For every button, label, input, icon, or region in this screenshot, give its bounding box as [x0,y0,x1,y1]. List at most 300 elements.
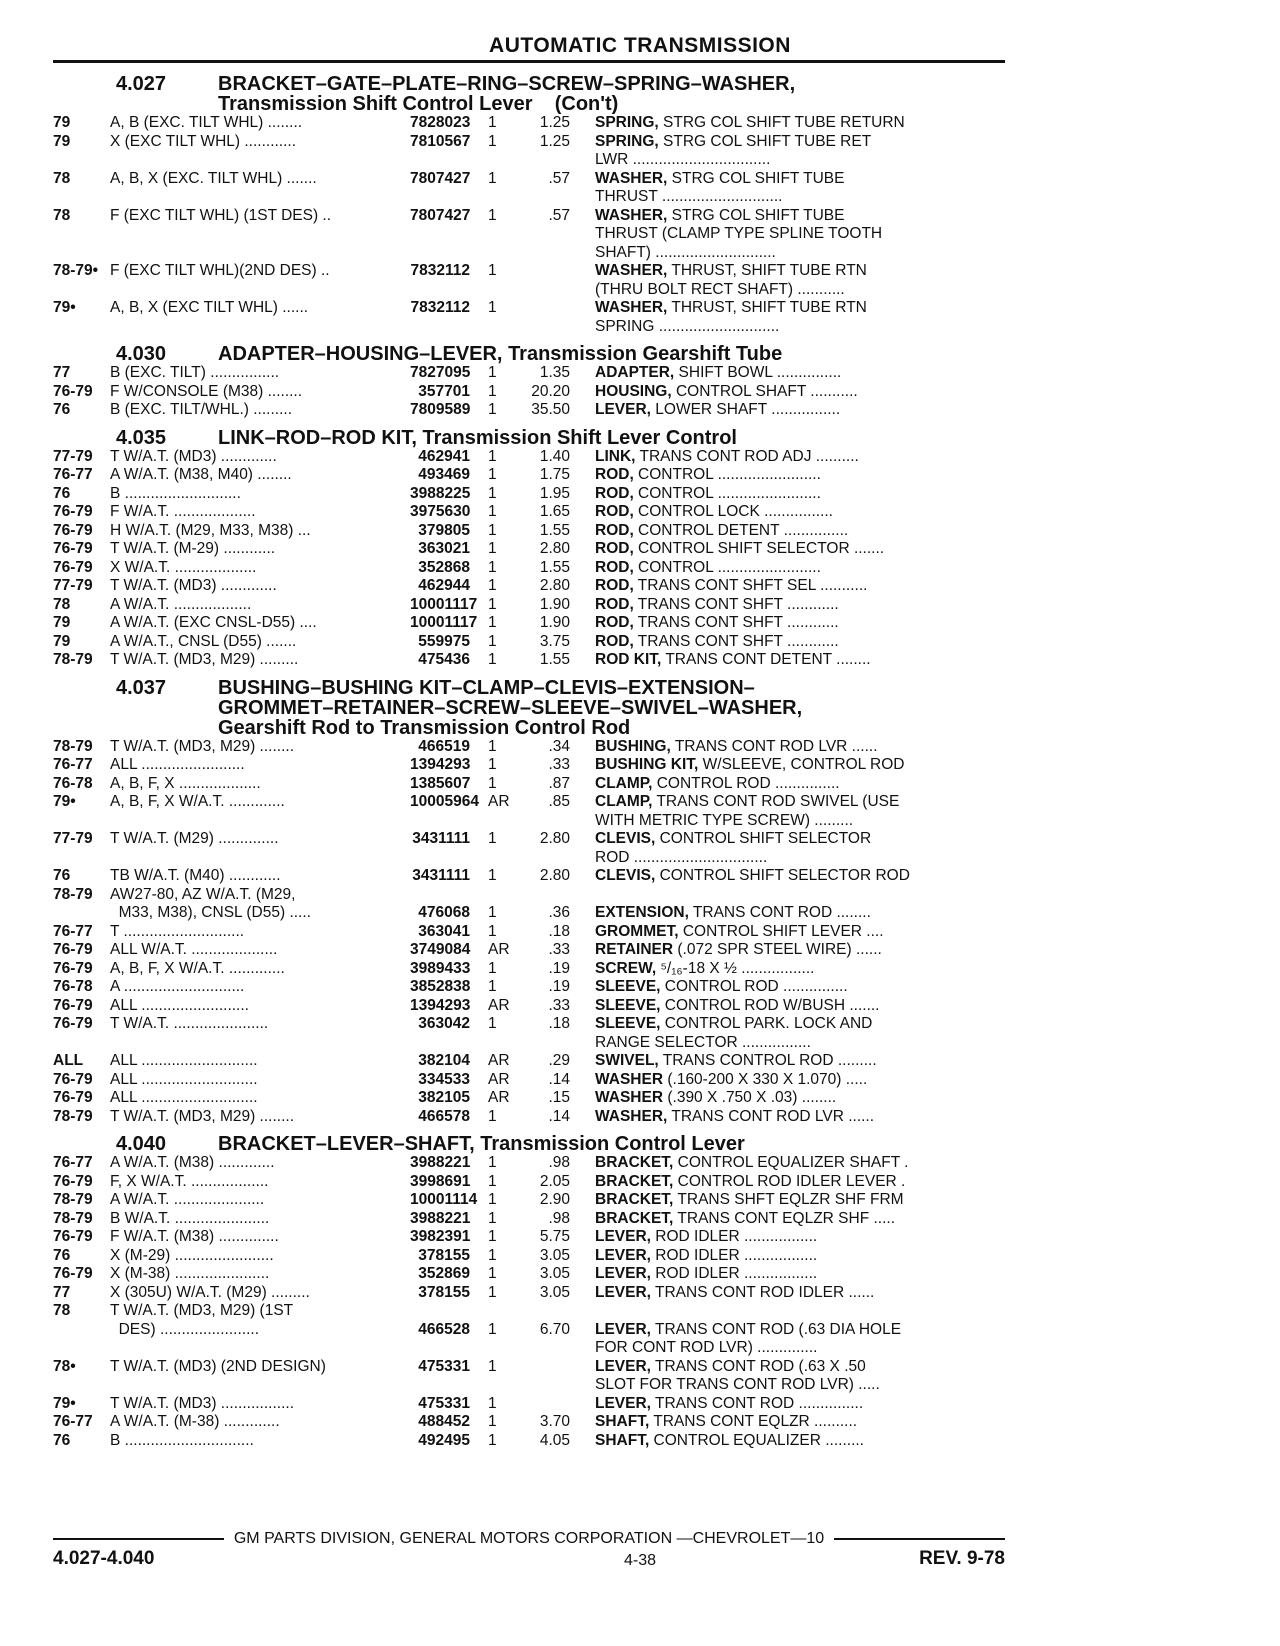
application: T W/A.T. ...................... [110,1015,269,1032]
application: T W/A.T. (MD3, M29) ........ [110,737,295,755]
part-number: 475331 [418,1394,470,1412]
footer-text: GM PARTS DIVISION, GENERAL MOTORS CORPORATION —CHEVROLET—10 [233,1530,825,1547]
part-description [570,466,1005,485]
part-description [570,1413,1005,1432]
part-detail: TRANS CONT ROD ........ [688,904,871,921]
part-row [53,1191,1005,1210]
part-row [53,448,1005,467]
part-detail: CONTROL SHAFT ........... [671,382,858,400]
part-detail: CONTROL ROD IDLER LEVER . [673,1172,906,1190]
part-row [53,1228,1005,1247]
price: 2.80 [539,540,570,557]
part-detail: CONTROL SHIFT SELECTOR ....... [633,540,885,557]
part-description [570,1358,1005,1395]
application: A ............................ [110,978,245,995]
price: 1.55 [539,521,570,539]
model-year: 78-79• [53,262,99,279]
part-number: 363041 [418,922,470,940]
part-number: 3975630 [410,503,471,520]
quantity: 1 [488,1107,497,1125]
part-row [53,1052,1005,1071]
part-number: 7827095 [410,364,471,381]
part-description [570,114,1005,133]
price: .19 [548,959,570,977]
part-name: LEVER, [595,401,651,418]
part-number: 7809589 [410,401,471,418]
application: A, B, F, X W/A.T. ............. [110,959,285,977]
part-number: 352868 [418,558,470,576]
model-year: 76-79 [53,996,93,1014]
model-year: 76-79 [53,521,93,539]
part-detail: TRANS CONTROL ROD ......... [658,1052,877,1069]
application: F, X W/A.T. .................. [110,1172,269,1190]
part-number: 492495 [418,1431,470,1449]
part-name: BUSHING KIT, [595,756,699,773]
part-name: ROD, [595,484,634,502]
part-detail: TRANS CONT ROD (.63 DIA HOLE FOR CONT ROD LVR) .............. [595,1320,902,1356]
part-name: LEVER, [595,1265,651,1282]
part-name: CLAMP, [595,774,653,792]
quantity: 1 [488,382,497,400]
part-row [53,830,1005,867]
parts-listing [53,74,1005,1450]
model-year: 79• [53,793,76,810]
model-year: 77-79 [53,577,93,594]
model-year: 78 [53,206,71,224]
part-row [53,207,1005,263]
part-name: HOUSING, [595,382,672,400]
part-name: SHAFT, [595,1413,650,1430]
part-detail: CONTROL DETENT ............... [633,521,849,539]
part-number: 3989433 [410,959,471,977]
quantity: 1 [488,1320,497,1338]
model-year: 76-77 [53,1413,93,1430]
model-year: 78-79 [53,1209,93,1227]
section-title [218,74,1005,114]
part-description [570,941,1005,960]
part-detail: STRG COL SHIFT TUBE RET LWR ................................ [595,132,872,168]
part-number: 488452 [418,1413,470,1430]
part-number: 3988225 [410,484,471,502]
price: .29 [548,1052,570,1069]
price: .98 [548,1209,570,1227]
part-number: 378155 [418,1246,470,1264]
part-row [53,793,1005,830]
part-number: 10005964 [410,793,479,810]
part-description [570,651,1005,670]
part-name: WASHER, [595,169,668,187]
part-detail: LOWER SHAFT ................ [650,401,841,418]
model-year: 76 [53,867,71,884]
part-description [570,1191,1005,1210]
price: 1.90 [539,595,570,613]
part-number: 3431111 [412,830,470,847]
part-name: ROD, [595,503,634,520]
part-number: 357701 [418,382,470,400]
part-detail: ROD IDLER ................. [650,1246,818,1264]
part-number: 466528 [418,1320,470,1338]
application: X (M-38) ...................... [110,1265,270,1282]
section-title [218,344,1005,364]
footer-rule-right [834,1538,1005,1540]
part-row [53,299,1005,336]
quantity: 1 [488,484,497,502]
part-detail: CONTROL SHIFT SELECTOR ROD ............................... [595,830,872,866]
revision-label: REV. 9-78 [919,1548,1005,1569]
part-detail: THRUST, SHIFT TUBE RTN (THRU BOLT RECT SHAFT) ........... [595,262,867,298]
application: A W/A.T. (M-38) ............. [110,1413,280,1430]
part-description [570,830,1005,867]
part-detail: CONTROL ROD ............... [652,774,840,792]
quantity: 1 [488,1283,497,1301]
part-row [53,503,1005,522]
part-description [570,1154,1005,1173]
model-year: 77-79 [53,830,93,847]
part-row [53,1173,1005,1192]
model-year: 76-79 [53,1070,93,1088]
application: B (EXC. TILT/WHL.) ......... [110,401,293,418]
part-row [53,1089,1005,1108]
part-number: 1394293 [410,996,471,1014]
part-name: SLEEVE, [595,996,661,1014]
part-row [53,1247,1005,1266]
part-detail: ROD IDLER ................. [650,1228,818,1245]
part-detail: THRUST, SHIFT TUBE RTN SPRING ............................ [595,299,867,335]
quantity: 1 [488,401,497,418]
part-row [53,485,1005,504]
section-number: 4.037 [116,676,167,699]
part-row [53,756,1005,775]
price: .36 [548,904,570,921]
section-heading [53,74,1005,114]
model-year: 77-79 [53,447,93,465]
model-year: 76-79 [53,540,93,557]
application: T W/A.T. (MD3, M29) (1ST DES) ....................... [110,1302,294,1338]
price: 2.80 [539,577,570,594]
price: 1.65 [539,503,570,520]
part-number: 10001117 [410,595,478,613]
quantity: 1 [488,614,497,631]
price: .34 [548,737,570,755]
price: .19 [548,978,570,995]
part-name: SLEEVE, [595,978,661,995]
part-row [53,1358,1005,1395]
application: ALL ......................... [110,996,249,1014]
part-name: SPRING, [595,114,659,131]
part-description [570,522,1005,541]
quantity: 1 [488,447,497,465]
part-description [570,299,1005,336]
quantity: 1 [488,737,497,755]
price: .87 [548,774,570,792]
quantity: 1 [488,595,497,613]
part-row [53,577,1005,596]
price: 1.25 [539,114,570,131]
application: B (EXC. TILT) ................ [110,364,280,381]
part-description [570,1265,1005,1284]
part-detail: CONTROL ROD W/BUSH ....... [660,996,880,1014]
part-number: 334533 [418,1070,470,1088]
model-year: 76-78 [53,978,93,995]
part-description [570,448,1005,467]
part-row [53,1210,1005,1229]
price: .33 [548,756,570,773]
model-year: 76-78 [53,774,93,792]
application: H W/A.T. (M29, M33, M38) ... [110,521,311,539]
section-desc: Gearshift Rod to Transmission Control Rod [218,716,631,739]
part-name: CLEVIS, [595,867,656,884]
application: A, B, F, X ................... [110,774,261,792]
part-name: BRACKET, [595,1154,674,1171]
part-name: ROD, [595,632,634,650]
price: 1.35 [539,364,570,381]
part-name: ROD, [595,466,634,483]
application: X (EXC TILT WHL) ............ [110,132,297,150]
part-detail: STRG COL SHIFT TUBE THRUST (CLAMP TYPE SPLINE TOOTH SHAFT) ............................ [595,206,883,261]
part-description [570,559,1005,578]
model-year: 76-79 [53,558,93,576]
part-detail: W/SLEEVE, CONTROL ROD [698,756,905,773]
part-row [53,364,1005,383]
part-description [570,1395,1005,1414]
model-year: ALL [53,1052,84,1069]
quantity: 1 [488,1172,497,1190]
quantity: 1 [488,959,497,977]
part-number: 462944 [418,577,470,594]
part-description [570,1015,1005,1052]
section-name: BRACKET–LEVER–SHAFT, [218,1133,475,1155]
part-description [570,401,1005,420]
part-detail: (.072 SPR STEEL WIRE) ...... [673,941,882,958]
part-description [570,540,1005,559]
application: TB W/A.T. (M40) ............ [110,867,281,884]
application: T W/A.T. (MD3) (2ND DESIGN) [110,1357,326,1375]
section-heading [53,428,1005,448]
part-description [570,1071,1005,1090]
footer-rule-left [53,1538,224,1540]
part-number: 7810567 [410,132,471,150]
part-detail: CONTROL ........................ [633,466,821,483]
part-detail: CONTROL LOCK ................ [633,503,833,520]
price: .85 [548,793,570,810]
part-description [570,1302,1005,1358]
part-number: 352869 [418,1265,470,1282]
part-row [53,633,1005,652]
model-year: 78-79 [53,1107,93,1125]
part-description [570,1052,1005,1071]
part-row [53,1432,1005,1451]
quantity: 1 [488,867,497,884]
quantity: 1 [488,132,497,150]
part-description [570,485,1005,504]
quantity: 1 [488,1191,497,1208]
application: F W/A.T. ................... [110,503,256,520]
part-number: 382104 [418,1052,470,1069]
part-detail: TRANS CONT ROD ............... [650,1394,864,1412]
price: .57 [548,169,570,187]
quantity: 1 [488,1413,497,1430]
footer [53,1530,1005,1548]
quantity: 1 [488,922,497,940]
application: T W/A.T. (MD3, M29) ........ [110,1107,295,1125]
section-title [218,678,1005,738]
application: T W/A.T. (MD3) ................. [110,1394,295,1412]
model-year: 76-77 [53,756,93,773]
part-number: 3988221 [410,1154,471,1171]
part-name: ROD, [595,614,634,631]
quantity: AR [488,1089,510,1106]
part-detail: TRANS CONT EQLZR SHF ..... [673,1209,895,1227]
quantity: 1 [488,830,497,847]
part-number: 1385607 [410,774,471,792]
part-description [570,596,1005,615]
part-row [53,596,1005,615]
part-name: LEVER, [595,1320,651,1338]
part-number: 559975 [418,632,470,650]
quantity: 1 [488,774,497,792]
part-number: 3998691 [410,1172,471,1190]
part-name: ROD, [595,577,634,594]
part-name: CLAMP, [595,793,653,810]
part-detail: TRANS CONT ROD ADJ .......... [635,447,859,465]
model-year: 76-77 [53,466,93,483]
part-name: ROD, [595,558,634,576]
application: ALL ........................... [110,1089,258,1106]
model-year: 78-79 [53,885,93,903]
part-description [570,1108,1005,1127]
part-name: ADAPTER, [595,364,675,381]
part-row [53,133,1005,170]
part-row [53,651,1005,670]
part-row [53,997,1005,1016]
price: 1.55 [539,558,570,576]
part-row [53,1015,1005,1052]
price: 2.90 [539,1191,570,1208]
part-name: LEVER, [595,1246,651,1264]
part-name: LEVER, [595,1357,651,1375]
part-number: 378155 [418,1283,470,1301]
part-description [570,997,1005,1016]
part-description [570,633,1005,652]
part-name: ROD, [595,521,634,539]
application: A, B, X (EXC. TILT WHL) ....... [110,169,317,187]
part-row [53,775,1005,794]
quantity: 1 [488,1015,497,1032]
quantity: AR [488,1070,510,1088]
price: 1.40 [539,447,570,465]
price: 2.05 [539,1172,570,1190]
part-description [570,262,1005,299]
part-row [53,114,1005,133]
part-number: 466578 [418,1107,470,1125]
part-number: 7832112 [410,299,470,316]
part-name: LEVER, [595,1283,651,1301]
part-number: 10001114 [410,1191,478,1208]
part-detail: ⁵/₁₆-18 X ½ ................. [656,959,815,977]
section-heading [53,1134,1005,1154]
part-name: BRACKET, [595,1191,674,1208]
application: ALL ........................... [110,1070,258,1088]
part-description [570,364,1005,383]
part-name: ROD KIT, [595,651,662,668]
quantity: 1 [488,1228,497,1245]
quantity: 1 [488,466,497,483]
application: B ........................... [110,484,241,502]
application: B W/A.T. ...................... [110,1209,270,1227]
part-description [570,886,1005,923]
part-name: WASHER, [595,299,668,316]
section-desc: Transmission Shift Control Lever (Con't) [218,93,619,115]
part-row [53,738,1005,757]
part-row [53,960,1005,979]
part-number: 3988221 [410,1209,471,1227]
part-row [53,540,1005,559]
part-name: BRACKET, [595,1209,674,1227]
part-name: ROD, [595,595,634,613]
page-range: 4.027-4.040 [53,1548,155,1569]
part-detail: TRANS CONT SHFT SEL ........... [633,577,868,594]
part-detail: TRANS CONT ROD LVR ...... [670,737,878,755]
application: A, B, X (EXC TILT WHL) ...... [110,299,309,316]
model-year: 78 [53,169,71,187]
part-row [53,522,1005,541]
application: T W/A.T. (M-29) ............ [110,540,276,557]
title-rule [53,60,1005,63]
price: .15 [548,1089,570,1106]
part-name: LEVER, [595,1394,651,1412]
application: F (EXC TILT WHL) (1ST DES) .. [110,206,332,224]
part-detail: TRANS CONT EQLZR .......... [649,1413,858,1430]
part-name: BRACKET, [595,1172,674,1190]
part-row [53,941,1005,960]
part-description [570,867,1005,886]
part-description [570,1089,1005,1108]
price: 1.25 [539,132,570,150]
quantity: 1 [488,756,497,773]
section-desc: Transmission Gearshift Tube [508,343,783,365]
part-name: EXTENSION, [595,904,689,921]
part-detail: (.160-200 X 330 X 1.070) ..... [663,1070,868,1088]
section-number: 4.035 [116,426,167,449]
quantity: 1 [488,1357,497,1375]
part-name: WASHER, [595,262,668,279]
model-year: 79 [53,632,71,650]
price: 3.70 [539,1413,570,1430]
part-description [570,1247,1005,1266]
part-number: 476068 [418,904,470,921]
price [518,299,570,336]
quantity: 1 [488,540,497,557]
part-row [53,401,1005,420]
part-row [53,383,1005,402]
price: 5.75 [539,1228,570,1245]
quantity: 1 [488,632,497,650]
quantity: 1 [488,1431,497,1449]
model-year: 76 [53,1431,71,1449]
quantity: AR [488,793,510,810]
section-desc: Transmission Control Lever [480,1133,745,1155]
quantity: AR [488,941,510,958]
price: 3.75 [539,632,570,650]
part-number: 493469 [418,466,470,483]
part-name: CLEVIS, [595,830,656,847]
quantity: 1 [488,978,497,995]
price: .33 [548,996,570,1014]
application: X (305U) W/A.T. (M29) ......... [110,1283,310,1301]
part-row [53,1108,1005,1127]
part-description [570,207,1005,263]
application: T W/A.T. (MD3) ............. [110,577,277,594]
